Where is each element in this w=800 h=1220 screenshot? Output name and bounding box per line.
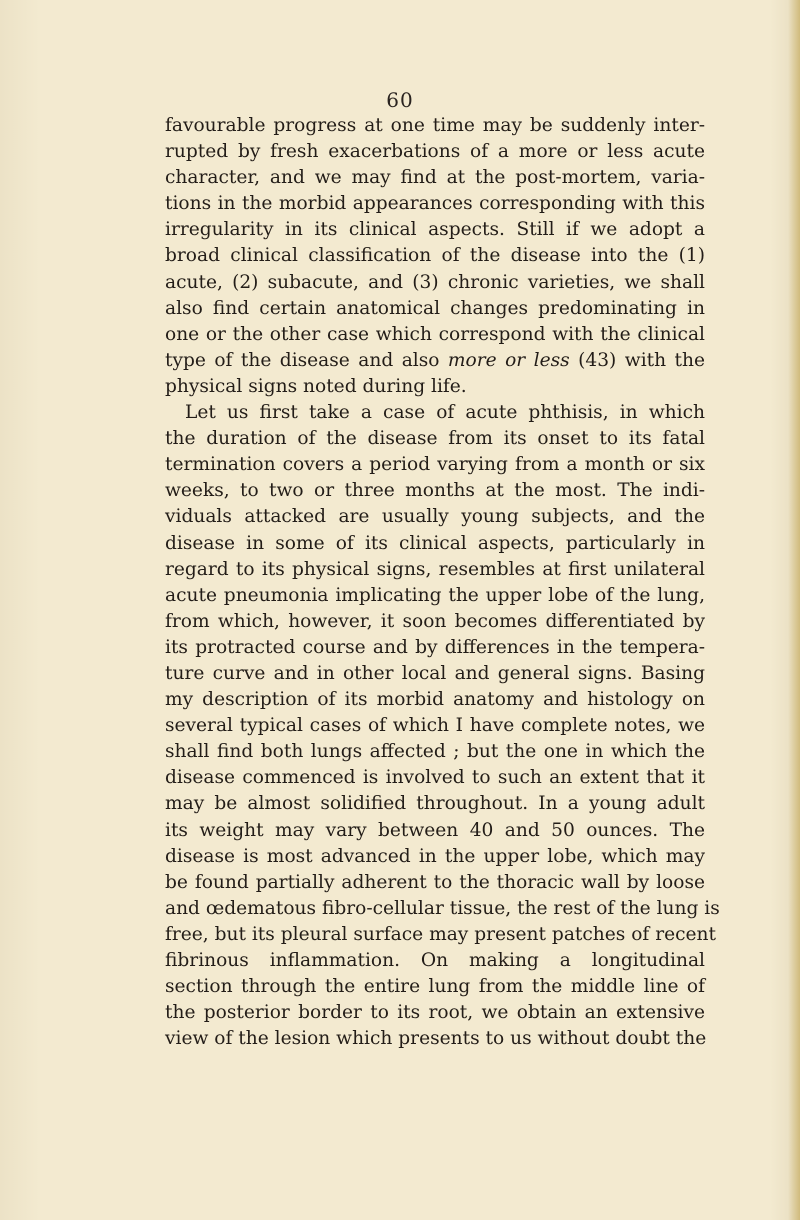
text-line: rupted by fresh exacerbations of a more or less acute <box>165 141 705 163</box>
text-line: irregularity in its clinical aspects. Still if we adopt a <box>165 219 705 241</box>
text-line: be found partially adherent to the thoracic wall by loose <box>165 871 705 893</box>
text-line: disease is most advanced in the upper lobe, which may <box>165 845 705 867</box>
text-line: tions in the morbid appearances corresponding with this <box>165 193 705 215</box>
page-edge-shadow <box>788 0 800 1220</box>
text-line: shall find both lungs affected ; but the one in which the <box>165 741 705 763</box>
text-line: favourable progress at one time may be suddenly inter- <box>165 115 705 136</box>
text-line: its weight may vary between 40 and 50 ounces. The <box>165 819 705 841</box>
text-line: section through the entire lung from the middle line of <box>165 976 705 998</box>
text-line: broad clinical classification of the disease into the (1) <box>165 245 705 267</box>
text-line: the duration of the disease from its onset to its fatal <box>165 428 705 450</box>
text-line: viduals attacked are usually young subjects, and the <box>165 506 705 528</box>
text-line: acute pneumonia implicating the upper lobe of the lung, <box>165 584 705 606</box>
text-line: view of the lesion which presents to us without doubt the <box>165 1028 707 1050</box>
text-line: disease commenced is involved to such an extent that it <box>165 767 705 789</box>
text-fragment: type of the disease and also <box>165 349 448 371</box>
text-line: physical signs noted during life. <box>165 375 467 397</box>
text-line: character, and we may find at the post-mortem, varia- <box>165 167 705 189</box>
text-line: also find certain anatomical changes predominating in <box>165 297 705 319</box>
text-line: Let us first take a case of acute phthisis, in which <box>185 402 705 424</box>
text-line: and œdematous fibro-cellular tissue, the rest of the lung is <box>165 897 720 919</box>
body-text <box>165 113 720 1052</box>
text-line: weeks, to two or three months at the most. The indi- <box>165 480 705 502</box>
text-line: several typical cases of which I have complete notes, we <box>165 715 705 737</box>
italic-phrase: more or less <box>447 349 570 371</box>
text-line <box>165 348 705 374</box>
text-line: may be almost solidified throughout. In a young adult <box>165 793 705 815</box>
text-line: disease in some of its clinical aspects, particularly in <box>165 532 705 554</box>
text-line: one or the other case which correspond with the clinical <box>165 323 705 345</box>
text-line: my description of its morbid anatomy and histology on <box>165 689 705 711</box>
text-line: its protracted course and by differences in the tempera- <box>165 636 705 658</box>
page-number: 60 <box>386 88 414 112</box>
text-fragment: (43) with the <box>569 349 705 371</box>
text-line: acute, (2) subacute, and (3) chronic varieties, we shall <box>165 271 705 293</box>
text-line: free, but its pleural surface may present patches of recent <box>165 923 716 945</box>
text-line: the posterior border to its root, we obtain an extensive <box>165 1002 705 1024</box>
text-line: from which, however, it soon becomes differentiated by <box>165 610 705 632</box>
text-line: fibrinous inflammation. On making a longitudinal <box>165 950 705 971</box>
text-line: termination covers a period varying from a month or six <box>165 454 705 476</box>
text-line: regard to its physical signs, resembles at first unilateral <box>165 558 705 580</box>
text-line: ture curve and in other local and general signs. Basing <box>165 662 705 684</box>
